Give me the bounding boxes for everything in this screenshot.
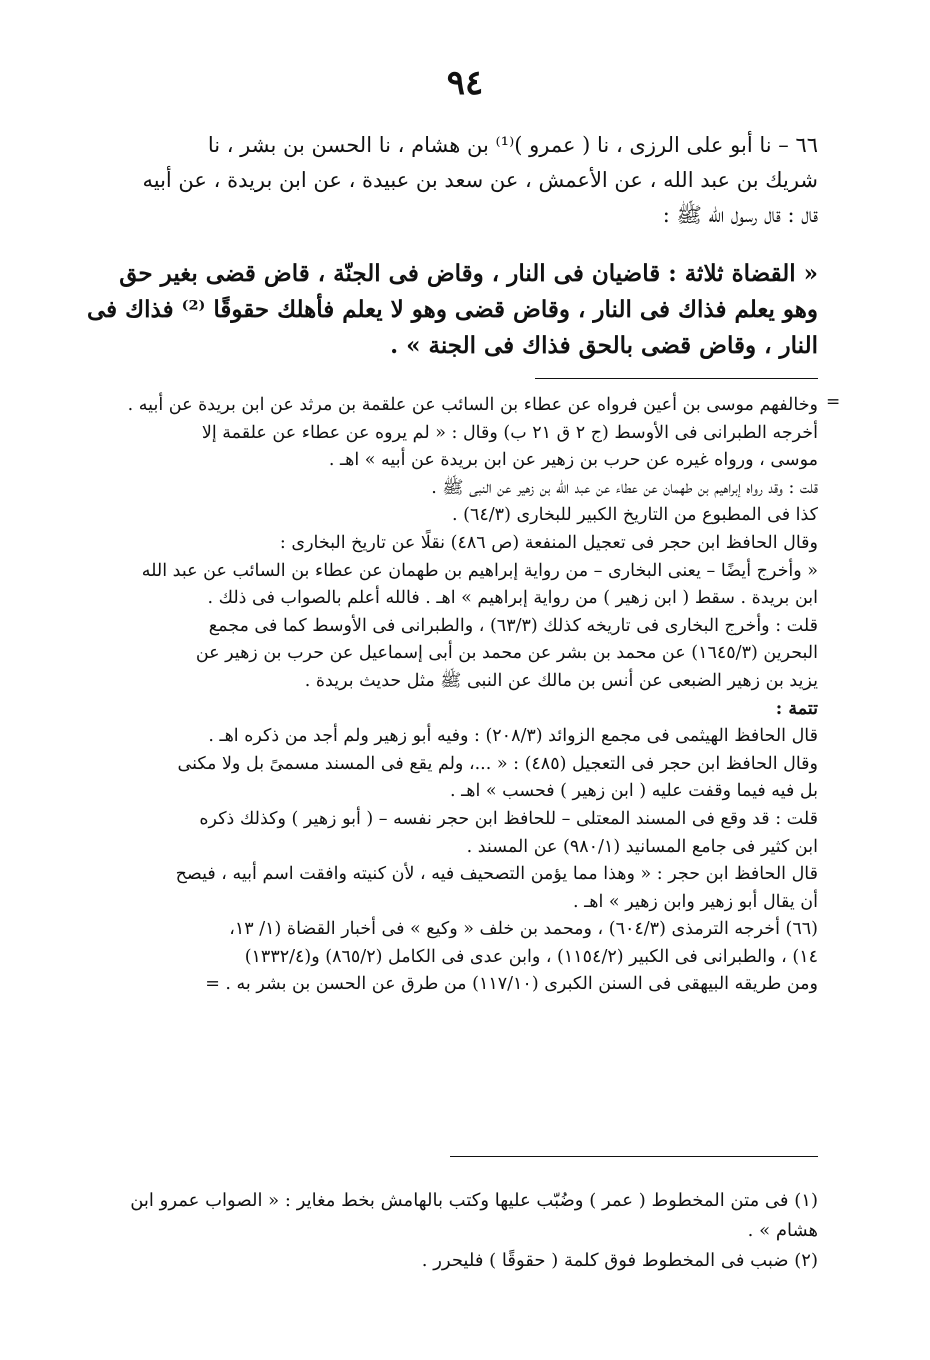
- isnad-line: ٦٦ – نا أبو على الرزى ، نا ( عمرو )⁽¹⁾ بن هشام ، نا الحسن بن بشر ، نا: [207, 133, 818, 157]
- footnote-line: (٢) ضبب فى المخطوط فوق كلمة ( حقوقًا ) فليحرر .: [421, 1250, 818, 1271]
- continuation-marker: =: [826, 392, 841, 412]
- note-line: كذا فى المطبوع من التاريخ الكبير للبخارى (٦٤/٣) .: [452, 505, 818, 526]
- note-line: بل فيه فيما وقفت عليه ( ابن زهير ) فحسب » اهـ .: [449, 781, 818, 802]
- hadith-matn: [58, 256, 818, 364]
- footnote-line: (١) فى متن المخطوط ( عمر ) وضُبّب عليها وكتب بالهامش بخط مغاير : « الصواب عمرو ابن: [130, 1190, 818, 1211]
- page-number: ٩٤: [446, 63, 484, 103]
- note-line: موسى ، ورواه غيره عن حرب بن زهير عن ابن بريدة عن أبيه » اهـ .: [328, 450, 818, 471]
- note-line: « وأخرج أيضًا – يعنى البخارى – من رواية إبراهيم بن طهمان عن عطاء بن السائب عن عبد الله: [141, 560, 818, 581]
- isnad-line: شريك بن عبد الله ، عن الأعمش ، عن سعد بن عبيدة ، عن ابن بريدة ، عن أبيه: [142, 168, 818, 192]
- note-line: البحرين (١٦٤٥/٣) عن محمد بن بشر عن محمد بن أبى إسماعيل عن حرب بن زهير عن: [195, 643, 818, 664]
- note-line: ومن طريقه البيهقى فى السنن الكبرى (١١٧/١٠) من طرق عن الحسن بن بشر به . =: [205, 974, 818, 995]
- note-line: ابن كثير فى جامع المسانيد (٩٨٠/١) عن المسند .: [466, 836, 818, 857]
- note-line: قلت : قد وقع فى المسند المعتلى – للحافظ ابن حجر نفسه – ( أبو زهير ) وكذلك ذكره: [199, 808, 818, 829]
- footnotes-divider: [450, 1156, 818, 1157]
- footnote-line: هشام » .: [747, 1220, 818, 1241]
- note-line: قال الحافظ ابن حجر : « وهذا مما يؤمن التصحيف فيه ، لأن كنيته وافقت اسم أبيه ، فيصح: [175, 864, 818, 885]
- note-line: ابن بريدة . سقط ( ابن زهير ) من رواية إبراهيم » اهـ . فالله أعلم بالصواب فى ذلك .: [207, 588, 818, 609]
- note-heading: تتمة :: [775, 698, 818, 719]
- note-line: قلت : وأخرج البخارى فى تاريخه كذلك (٦٣/٣) ، والطبرانى فى الأوسط كما فى مجمع: [208, 615, 818, 636]
- note-line: (٦٦) أخرجه الترمذى (٦٠٤/٣) ، ومحمد بن خلف « وكيع » فى أخبار القضاة (١/ ١٣،: [229, 919, 818, 940]
- note-line: أخرجه الطبرانى فى الأوسط (ج ٢ ق ٢١ ب) وقال : « لم يروه عن عطاء عن علقمة إلا: [201, 422, 818, 443]
- notes-divider: [535, 378, 818, 379]
- note-line: يزيد بن زهير الضبعى عن أنس بن مالك عن النبى ﷺ مثل حديث بريدة .: [304, 670, 818, 691]
- isnad-line: قال : قال رسول الله ﷺ :: [662, 203, 818, 227]
- note-line: وقال الحافظ ابن حجر فى تعجيل المنفعة (ص ٤٨٦) نقلًا عن تاريخ البخارى :: [279, 532, 818, 553]
- note-line: وخالفهم موسى بن أعين فرواه عن عطاء بن السائب عن علقمة بن مرثد عن ابن بريدة عن أبيه .: [127, 395, 818, 415]
- commentary-notes: [58, 392, 818, 999]
- note-line: أن يقال أبو زهير وابن زهير » اهـ .: [573, 891, 818, 912]
- footnotes: [58, 1186, 818, 1276]
- matn-line: وهو يعلم فذاك فى النار ، وقاض قضى وهو لا يعلم فأهلك حقوقًا ⁽²⁾ فذاك فى: [86, 296, 818, 323]
- matn-line: « القضاة ثلاثة : قاضيان فى النار ، وقاض فى الجنّة ، قاض قضى بغير حق: [119, 260, 818, 287]
- note-line: وقال الحافظ ابن حجر فى التعجيل (٤٨٥) : « ...، ولم يقع فى المسند مسمىً بل ولا مكنى: [177, 753, 818, 774]
- hadith-isnad: [58, 128, 818, 233]
- matn-line: النار ، وقاض قضى بالحق فذاك فى الجنة » .: [390, 332, 818, 359]
- note-line: قلت : وقد رواه إبراهيم بن طهمان عن عطاء عن عبد الله بن زهير عن النبى ﷺ .: [431, 477, 818, 498]
- note-line: قال الحافظ الهيثمى فى مجمع الزوائد (٢٠٨/٣) : وفيه أبو زهير ولم أجد من ذكره اهـ .: [208, 726, 818, 747]
- note-line: ١٤) ، والطبرانى فى الكبير (١١٥٤/٢) ، وابن عدى فى الكامل (٨٦٥/٢) و(١٣٣٢/٤): [244, 946, 818, 967]
